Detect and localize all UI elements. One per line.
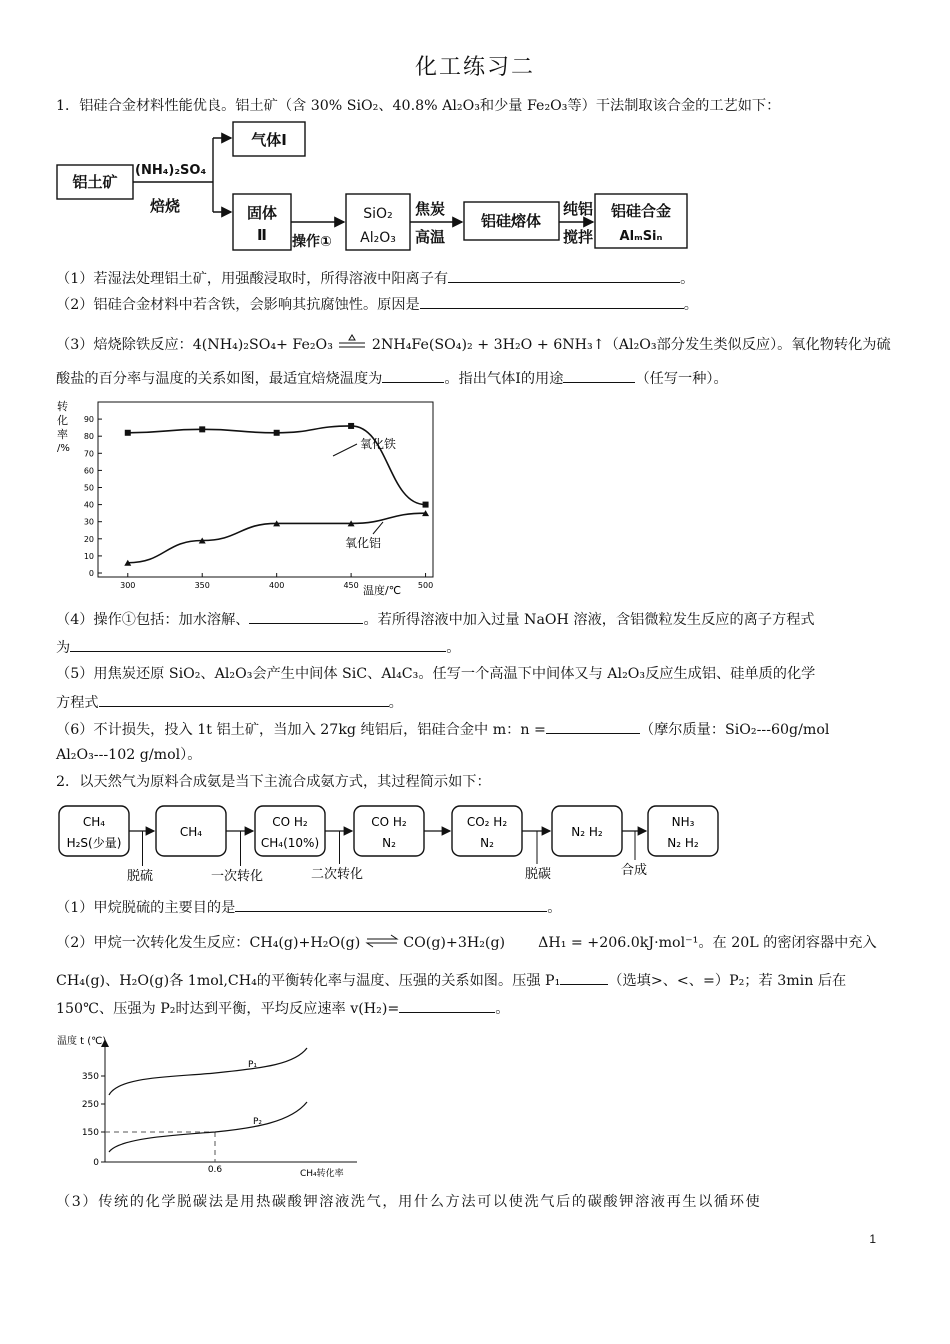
chart1-xtick-label: 500 bbox=[417, 581, 434, 590]
q1-p3a-post: 2NH₄Fe(SO₄)₂ + 3H₂O + 6NH₃↑（Al₂O₃部分发生类似反应）。氧化物转化为硫 bbox=[371, 337, 891, 353]
flow-bauxite: 铝土矿 bbox=[72, 173, 118, 191]
chart1-ytick-label: 60 bbox=[83, 466, 94, 476]
flow-alloy-1: 铝硅合金 bbox=[610, 202, 672, 220]
chart2-xtick-label: 0.6 bbox=[207, 1165, 223, 1175]
chart2-ytick-label: 0 bbox=[93, 1158, 99, 1168]
chart1-ytick-label: 30 bbox=[83, 517, 94, 527]
chart1-point-fe2o3 bbox=[274, 430, 280, 436]
q1-p1: （1）若湿法处理铝土矿，用强酸浸取时，所得溶液中阳离子有 bbox=[56, 271, 449, 287]
page-title: 化工练习二 bbox=[414, 55, 535, 80]
q1-p6b: Al₂O₃---102 g/mol）。 bbox=[56, 747, 202, 763]
flow2-box-line1: CO H₂ bbox=[371, 815, 407, 829]
q2-p2a-2: CO(g)+3H₂(g) bbox=[403, 935, 506, 951]
chart1-ytick-label: 70 bbox=[83, 449, 94, 459]
chart1-point-fe2o3 bbox=[199, 426, 205, 432]
q2-p1: （1）甲烷脱硫的主要目的是 bbox=[56, 900, 236, 916]
temperature-conversion-chart bbox=[55, 1032, 385, 1182]
q2-p3: （3）传统的化学脱碳法是用热碳酸钾溶液洗气，用什么方法可以使洗气后的碳酸钾溶液再生以循环使 bbox=[56, 1194, 762, 1210]
chart1-ytick-label: 50 bbox=[83, 483, 94, 493]
flow2-step-label: 二次转化 bbox=[310, 867, 364, 882]
flow2-step-label: 脱硫 bbox=[126, 869, 154, 884]
chart1-point-fe2o3 bbox=[348, 423, 354, 429]
flow-coke: 焦炭 bbox=[415, 200, 446, 218]
chart1-legend-al-leader bbox=[373, 522, 383, 534]
chart2-ytick-label: 250 bbox=[81, 1100, 99, 1110]
chart2-ytick-label: 350 bbox=[81, 1072, 99, 1082]
chart1-ylabel-4: /% bbox=[57, 443, 70, 454]
p1-label: P₁ bbox=[248, 1060, 258, 1070]
page-number: 1 bbox=[869, 1232, 876, 1246]
flow-hightemp: 高温 bbox=[415, 228, 446, 246]
q1-p2: （2）铝硅合金材料中若含铁，会影响其抗腐蚀性。原因是 bbox=[56, 297, 420, 313]
flow2-box-line2: N₂ bbox=[480, 836, 494, 850]
p2-curve bbox=[109, 1102, 307, 1152]
chart2-xlabel: CH₄转化率 bbox=[300, 1169, 344, 1179]
q2-p2a-1: （2）甲烷一次转化发生反应：CH₄(g)+H₂O(g) bbox=[56, 935, 361, 951]
q1-flow-diagram bbox=[55, 118, 705, 253]
flow-solid-1: 固体 bbox=[246, 204, 278, 222]
chart1-ytick-label: 0 bbox=[88, 569, 94, 578]
heat-equals-sign bbox=[337, 333, 367, 351]
equilibrium-arrow bbox=[365, 934, 399, 948]
chart1-ylabel-1: 转 bbox=[57, 400, 68, 413]
chart1-xlabel: 温度/℃ bbox=[363, 584, 402, 596]
q1-p5b: 方程式 bbox=[56, 695, 99, 711]
chart1-xtick-label: 350 bbox=[194, 581, 210, 590]
ammonia-flow-diagram bbox=[55, 800, 725, 885]
flow-solid-2: Ⅱ bbox=[257, 226, 267, 244]
q1-p5a: （5）用焦炭还原 SiO₂、Al₂O₃会产生中间体 SiC、Al₄C₃。任写一个高温下中间体又与 Al₂O₃反应生成铝、硅单质的化学 bbox=[56, 666, 816, 682]
q2-p2a-3: ΔH₁ = +206.0kJ·mol⁻¹。在 20L 的密闭容器中充入 bbox=[538, 935, 877, 951]
flow2-box-line1: N₂ H₂ bbox=[571, 825, 603, 839]
flow2-box-line2: N₂ bbox=[382, 836, 396, 850]
chart1-ytick-label: 40 bbox=[83, 500, 94, 510]
flow2-step-label: 一次转化 bbox=[210, 869, 264, 884]
flow2-box-line1: CH₄ bbox=[179, 825, 203, 839]
chart1-xtick-label: 400 bbox=[269, 581, 285, 590]
chart1-legend-al: 氧化铝 bbox=[345, 536, 382, 550]
flow-alloy-2: AlₘSiₙ bbox=[619, 229, 663, 244]
q1-p3b: 酸盐的百分率与温度的关系如图，最适宜焙烧温度为 bbox=[56, 371, 383, 387]
p1-curve bbox=[109, 1048, 307, 1095]
chart1-ylabel-2: 化 bbox=[57, 414, 68, 427]
chart1-point-fe2o3 bbox=[125, 430, 131, 436]
chart1-plot-frame bbox=[98, 402, 433, 577]
flow-reagent: (NH₄)₂SO₄ bbox=[135, 163, 207, 178]
p2-label: P₂ bbox=[253, 1117, 263, 1127]
flow2-box-line2: CH₄(10%) bbox=[260, 836, 320, 850]
q1-intro: 1．铝硅合金材料性能优良。铝土矿（含 30% SiO₂、40.8% Al₂O₃和少量 Fe₂O₃等）干法制取该合金的工艺如下： bbox=[56, 98, 781, 114]
q1-p4b: 为 bbox=[56, 640, 71, 656]
q1-p3a-pre: （3）焙烧除铁反应：4(NH₄)₂SO₄+ Fe₂O₃ bbox=[56, 337, 333, 353]
chart1-xtick-label: 450 bbox=[343, 581, 359, 590]
flow-stir: 搅拌 bbox=[563, 228, 594, 246]
chart1-legend-fe-leader bbox=[333, 444, 357, 456]
flow2-box-line1: CH₄ bbox=[82, 815, 106, 829]
flow2-box-line1: NH₃ bbox=[671, 815, 695, 829]
flow2-box-line2: H₂S(少量) bbox=[66, 836, 122, 850]
flow2-box-line1: CO₂ H₂ bbox=[466, 815, 508, 829]
chart1-ytick-label: 80 bbox=[83, 432, 94, 442]
chart1-point-fe2o3 bbox=[423, 502, 429, 508]
flow-oxide-2: Al₂O₃ bbox=[360, 230, 396, 246]
flow-pure-al: 纯铝 bbox=[563, 200, 594, 218]
chart2-ytick-label: 150 bbox=[81, 1128, 99, 1138]
q2-p2c: 150℃、压强为 P₂时达到平衡，平均反应速率 v(H₂)= bbox=[56, 1001, 400, 1017]
chart1-ytick-label: 90 bbox=[83, 415, 94, 425]
q2-intro: 2．以天然气为原料合成氨是当下主流合成氨方式，其过程简示如下： bbox=[56, 774, 491, 790]
flow-op1: 操作① bbox=[292, 234, 332, 250]
chart1-ytick-label: 20 bbox=[83, 534, 94, 544]
chart1-ytick-label: 10 bbox=[83, 551, 94, 561]
flow2-step-label: 脱碳 bbox=[524, 867, 552, 882]
flow-gas: 气体Ⅰ bbox=[251, 131, 287, 149]
chart1-legend-fe: 氧化铁 bbox=[360, 437, 397, 451]
flow-oxide-1: SiO₂ bbox=[363, 206, 393, 222]
q2-p2b: CH₄(g)、H₂O(g)各 1mol,CH₄的平衡转化率与温度、压强的关系如图。压强 P₁ bbox=[56, 973, 561, 989]
conversion-temperature-chart bbox=[55, 396, 445, 596]
chart1-xtick-label: 300 bbox=[120, 581, 136, 590]
q1-p4a: （4）操作①包括：加水溶解、 bbox=[56, 612, 250, 628]
q1-p6a: （6）不计损失，投入 1t 铝土矿，当加入 27kg 纯铝后，铝硅合金中 m：n = bbox=[56, 722, 546, 738]
flow2-step-label: 合成 bbox=[620, 863, 648, 878]
flow2-box-line1: CO H₂ bbox=[272, 815, 308, 829]
chart2-ylabel: 温度 t (℃) bbox=[57, 1036, 107, 1047]
flow-melt: 铝硅熔体 bbox=[480, 212, 542, 230]
chart1-ylabel-3: 率 bbox=[57, 428, 68, 441]
flow-roast: 焙烧 bbox=[150, 197, 181, 215]
flow2-box-line2: N₂ H₂ bbox=[667, 836, 699, 850]
